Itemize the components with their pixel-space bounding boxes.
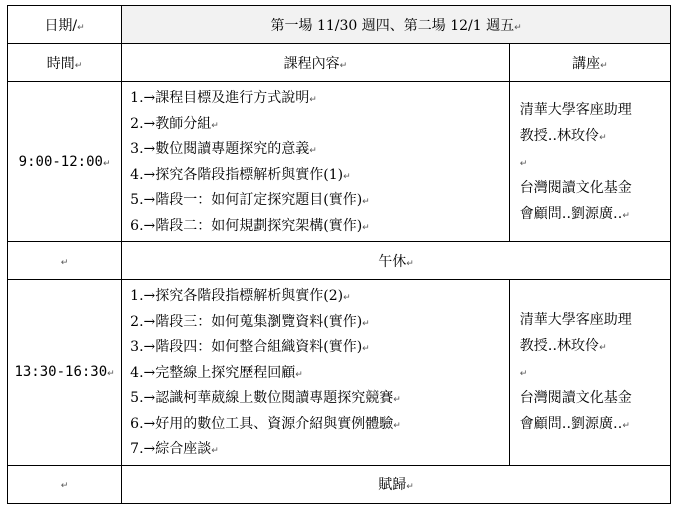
schedule-table <box>7 5 671 504</box>
lecturer-line: 教授‥林玫伶↵ <box>519 338 607 355</box>
paragraph-mark: ↵ <box>102 158 111 169</box>
closing-time-cell <box>8 465 122 503</box>
lunch-label: 午休 <box>378 253 407 270</box>
paragraph-mark: ↵ <box>60 257 69 268</box>
date-header-cell <box>8 6 122 44</box>
list-item: 3.→數位閱讀專題探究的意義↵ <box>130 141 317 157</box>
lecturer-line: 台灣閱讀文化基金 <box>519 390 632 407</box>
date-label: 日期/ <box>44 17 78 34</box>
list-item: 4.→完整線上探究歷程回顧↵ <box>130 364 303 381</box>
list-item: 1.→課程目標及進行方式說明↵ <box>130 90 317 106</box>
lecturer-line: 教授‥林玫伶↵ <box>519 127 607 144</box>
sessions-header-cell <box>122 6 671 44</box>
lecturer-header-cell <box>509 44 670 82</box>
closing-cell <box>122 465 671 503</box>
afternoon-content-cell <box>122 280 510 466</box>
list-item: 2.→教師分組↵ <box>130 115 219 132</box>
paragraph-mark: ↵ <box>77 22 85 33</box>
list-item: 6.→階段二：如何規劃探究架構(實作)↵ <box>130 217 370 234</box>
paragraph-mark: ↵ <box>74 60 83 71</box>
paragraph-mark: ↵ <box>406 482 414 492</box>
list-item: 1.→探究各階段指標解析與實作(2)↵ <box>130 288 351 304</box>
lunch-cell <box>122 242 671 280</box>
list-item: 4.→探究各階段指標解析與實作(1)↵ <box>130 166 351 183</box>
lecturer-line: 會顧問‥劉源廣‥↵ <box>519 416 630 433</box>
content-header-cell <box>122 44 510 82</box>
paragraph-mark: ↵ <box>60 481 69 491</box>
paragraph-mark: ↵ <box>107 369 115 380</box>
afternoon-lecturer-cell <box>509 280 670 466</box>
afternoon-time-cell <box>8 280 122 466</box>
lecturer-line: 台灣閱讀文化基金 <box>519 179 632 196</box>
closing-label: 賦歸 <box>378 477 407 493</box>
morning-time-cell <box>8 82 122 242</box>
list-item: 3.→階段四：如何整合組織資料(實作)↵ <box>130 339 370 355</box>
blank-line: ↵ <box>519 369 528 380</box>
list-item: 5.→階段一：如何訂定探究題目(實作)↵ <box>130 192 370 208</box>
lecturer-label: 講座 <box>572 55 601 72</box>
paragraph-mark: ↵ <box>600 60 608 71</box>
paragraph-mark: ↵ <box>514 22 522 33</box>
paragraph-mark: ↵ <box>339 60 348 71</box>
lecturer-line: 清華大學客座助理 <box>519 101 632 118</box>
list-item: 2.→階段三：如何蒐集瀏覽資料(實作)↵ <box>130 313 370 330</box>
sessions-label: 第一場 11/30 週四、第二場 12/1 週五 <box>270 17 515 34</box>
morning-time: 9:00-12:00 <box>18 153 103 170</box>
morning-lecturer-cell <box>509 82 670 242</box>
list-item: 6.→好用的數位工具、資源介紹與實例體驗↵ <box>130 415 401 432</box>
time-header-cell <box>8 44 122 82</box>
list-item: 7.→綜合座談↵ <box>130 441 219 457</box>
afternoon-time: 13:30-16:30 <box>14 364 108 381</box>
lecturer-line: 清華大學客座助理 <box>519 312 632 329</box>
list-item: 5.→認識柯華葳線上數位閱讀專題探究競賽↵ <box>130 390 401 406</box>
time-label: 時間 <box>46 55 75 72</box>
lecturer-line: 會顧問‥劉源廣‥↵ <box>519 205 630 222</box>
morning-content-cell <box>122 82 510 242</box>
blank-line: ↵ <box>519 158 528 169</box>
paragraph-mark: ↵ <box>406 258 414 269</box>
lunch-time-cell <box>8 242 122 280</box>
content-label: 課程內容 <box>283 55 340 72</box>
